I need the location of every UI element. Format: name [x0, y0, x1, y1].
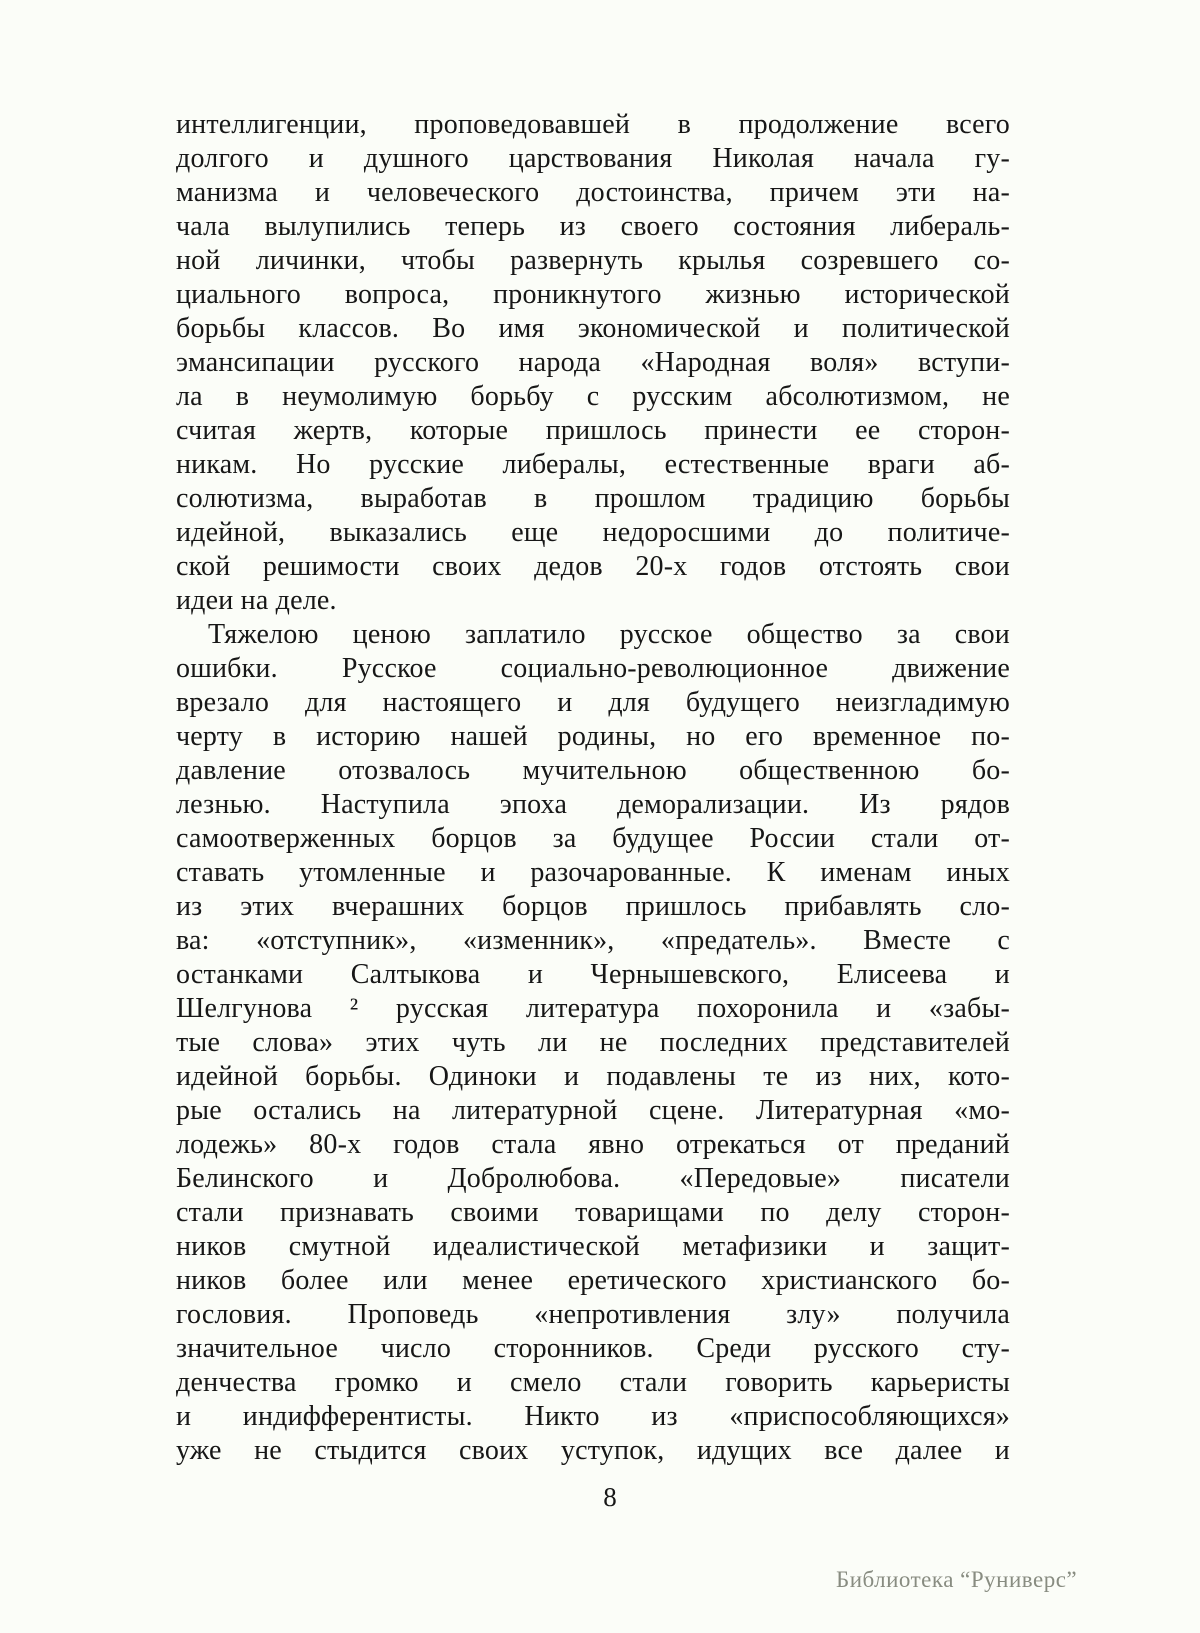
text-line: ла в неумолимую борьбу с русским абсолютизмом, не — [176, 381, 1010, 412]
text-line: чала вылупились теперь из своего состояния либераль- — [176, 211, 1010, 242]
text-line: идейной борьбы. Одиноки и подавлены те из них, кото- — [176, 1061, 1010, 1092]
text-line: никам. Но русские либералы, естественные враги аб- — [176, 449, 1010, 480]
text-line: врезало для настоящего и для будущего неизгладимую — [176, 687, 1010, 718]
text-line: считая жертв, которые пришлось принести ее сторон- — [176, 415, 1010, 446]
text-line: ошибки. Русское социально-революционное движение — [176, 653, 1010, 684]
text-line: и индифферентисты. Никто из «приспособляющихся» — [176, 1401, 1010, 1432]
text-line: борьбы классов. Во имя экономической и политической — [176, 313, 1010, 344]
text-line: давление отозвалось мучительною общественною бо- — [176, 755, 1010, 786]
text-line: ставать утомленные и разочарованные. К именам иных — [176, 857, 1010, 888]
text-line: Белинского и Добролюбова. «Передовые» писатели — [176, 1163, 1010, 1194]
text-line: из этих вчерашних борцов пришлось прибавлять сло- — [176, 891, 1010, 922]
text-line: черту в историю нашей родины, но его временное по- — [176, 721, 1010, 752]
text-line: долгого и душного царствования Николая начала гу- — [176, 143, 1010, 174]
text-line: самоотверженных борцов за будущее России стали от- — [176, 823, 1010, 854]
page-text-block — [176, 108, 1010, 1468]
text-line: стали признавать своими товарищами по делу сторон- — [176, 1197, 1010, 1228]
text-line: гословия. Проповедь «непротивления злу» получила — [176, 1299, 1010, 1330]
paragraph — [176, 618, 1010, 1468]
text-line: идеи на деле. — [176, 585, 337, 616]
text-line: лодежь» 80-х годов стала явно отрекаться от преданий — [176, 1129, 1010, 1160]
text-line: ников смутной идеалистической метафизики и защит- — [176, 1231, 1010, 1262]
text-line: значительное число сторонников. Среди русского сту- — [176, 1333, 1010, 1364]
text-line: ской решимости своих дедов 20-х годов отстоять свои — [176, 551, 1010, 582]
text-line: идейной, выказались еще недоросшими до политиче- — [176, 517, 1010, 548]
watermark: Библиотека “Руниверс” — [836, 1567, 1078, 1592]
text-line: уже не стыдится своих уступок, идущих все далее и — [176, 1435, 1010, 1466]
text-line: Шелгунова ² русская литература похоронила и «забы- — [176, 993, 1010, 1024]
text-line: рые остались на литературной сцене. Литературная «мо- — [176, 1095, 1010, 1126]
text-line: тые слова» этих чуть ли не последних представителей — [176, 1027, 1010, 1058]
text-line: солютизма, выработав в прошлом традицию борьбы — [176, 483, 1010, 514]
text-line: ва: «отступник», «изменник», «предатель». Вместе с — [176, 925, 1010, 956]
text-line: манизма и человеческого достоинства, причем эти на- — [176, 177, 1010, 208]
text-line: останками Салтыкова и Чернышевского, Елисеева и — [176, 959, 1010, 990]
text-line: Тяжелою ценою заплатило русское общество за свои — [208, 619, 1010, 650]
text-line: интеллигенции, проповедовавшей в продолжение всего — [176, 109, 1010, 140]
paragraphs-container — [176, 108, 1010, 1468]
text-line: ников более или менее еретического христианского бо- — [176, 1265, 1010, 1296]
text-line: ной личинки, чтобы развернуть крылья созревшего со- — [176, 245, 1010, 276]
text-line: циального вопроса, проникнутого жизнью исторической — [176, 279, 1010, 310]
text-line: эмансипации русского народа «Народная воля» вступи- — [176, 347, 1010, 378]
text-line: денчества громко и смело стали говорить карьеристы — [176, 1367, 1010, 1398]
page-number: 8 — [603, 1482, 617, 1512]
paragraph — [176, 108, 1010, 618]
text-line: лезнью. Наступила эпоха деморализации. Из рядов — [176, 789, 1010, 820]
